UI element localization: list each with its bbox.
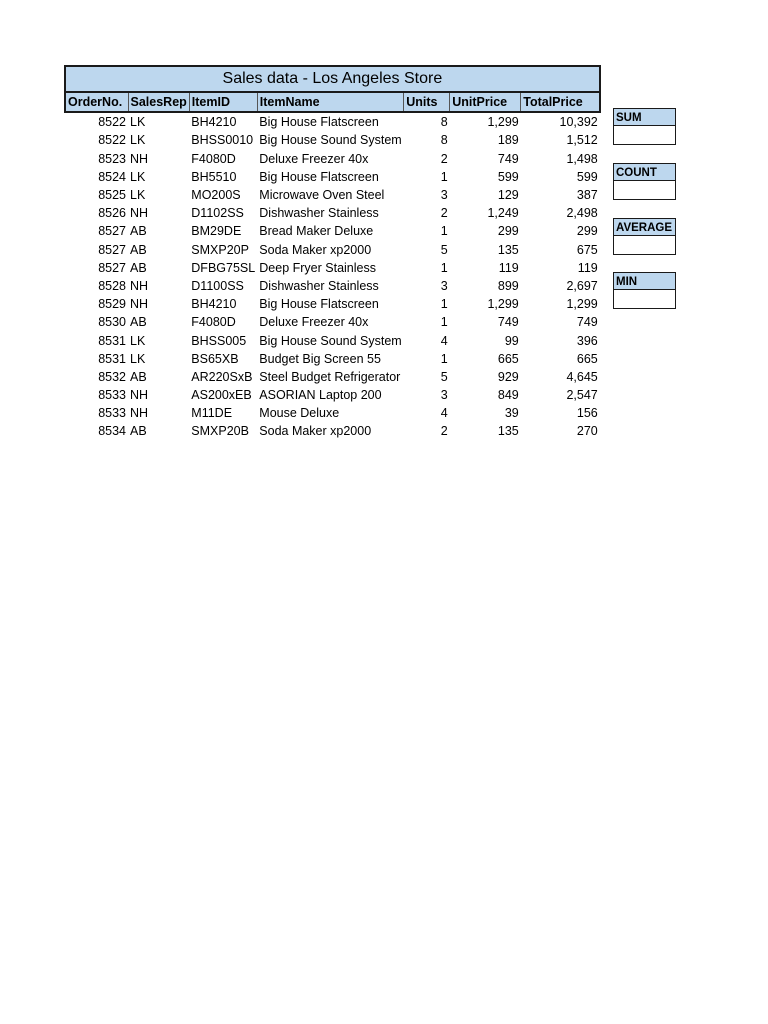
cell-itemname[interactable]: Dishwasher Stainless [259,206,379,221]
cell-salesrep[interactable]: AB [130,424,147,439]
cell-unitprice[interactable]: 749 [497,151,519,166]
cell-salesrep[interactable]: LK [130,115,146,130]
cell-itemid[interactable]: F4080D [191,151,236,166]
cell-itemname[interactable]: Big House Sound System [259,133,402,148]
column-header-itemid[interactable]: ItemID [189,92,257,112]
cell-unitprice[interactable]: 39 [504,406,519,421]
cell-orderno[interactable]: 8529 [98,297,126,312]
cell-itemid[interactable]: M11DE [191,406,233,421]
cell-orderno[interactable]: 8528 [98,278,126,293]
cell-units[interactable]: 2 [440,424,448,439]
cell-unitprice[interactable]: 665 [497,351,519,366]
stat-box-count [613,163,676,200]
stat-value-min[interactable] [613,290,676,309]
cell-itemid[interactable]: BH4210 [191,115,237,130]
table-row [65,313,600,331]
sales-table [64,65,601,441]
cell-unitprice[interactable]: 299 [497,224,519,239]
cell-units[interactable]: 1 [440,351,448,366]
cell-unitprice[interactable]: 1,299 [487,297,519,312]
cell-totalprice[interactable]: 119 [577,260,598,275]
cell-salesrep[interactable]: NH [130,406,149,421]
cell-salesrep[interactable]: AB [130,242,147,257]
cell-unitprice[interactable]: 849 [497,388,519,403]
cell-itemname[interactable]: Deep Fryer Stainless [259,260,376,275]
column-header-salesrep[interactable]: SalesRep [128,92,189,112]
cell-totalprice[interactable]: 387 [576,188,598,203]
cell-units[interactable]: 1 [440,169,448,184]
cell-units[interactable]: 5 [440,242,448,257]
stat-label-average[interactable]: AVERAGE [613,218,676,236]
table-row [65,277,600,295]
cell-itemname[interactable]: Mouse Deluxe [259,406,340,421]
cell-salesrep[interactable]: AB [130,315,147,330]
cell-itemid[interactable]: BM29DE [191,224,242,239]
cell-orderno[interactable]: 8533 [98,388,126,403]
cell-itemid[interactable]: DFBG75SL [191,260,256,275]
cell-units[interactable]: 1 [440,224,448,239]
cell-itemname[interactable]: Soda Maker xp2000 [259,424,372,439]
cell-unitprice[interactable]: 599 [497,169,519,184]
cell-salesrep[interactable]: NH [130,151,149,166]
cell-totalprice[interactable]: 599 [576,169,598,184]
cell-totalprice[interactable]: 4,645 [566,369,598,384]
cell-unitprice[interactable]: 189 [497,133,519,148]
column-header-totalprice[interactable]: TotalPrice [521,92,600,112]
column-header-orderno[interactable]: OrderNo. [65,92,128,112]
cell-itemid[interactable]: AR220SxB [191,369,253,384]
cell-totalprice[interactable]: 396 [576,333,598,348]
cell-itemname[interactable]: Microwave Oven Steel [259,188,385,203]
cell-units[interactable]: 3 [440,278,448,293]
cell-units[interactable]: 8 [440,115,448,130]
cell-orderno[interactable]: 8524 [98,169,126,184]
cell-itemid[interactable]: BHSS0010 [191,133,254,148]
table-row [65,112,600,131]
cell-itemid[interactable]: BS65XB [191,351,239,366]
cell-units[interactable]: 1 [440,297,448,312]
cell-orderno[interactable]: 8523 [98,151,126,166]
cell-salesrep[interactable]: LK [130,351,146,366]
table-row [65,131,600,149]
cell-orderno[interactable]: 8527 [98,242,126,257]
cell-orderno[interactable]: 8527 [98,224,126,239]
cell-totalprice[interactable]: 1,512 [566,133,598,148]
table-row [65,350,600,368]
cell-orderno[interactable]: 8531 [98,351,126,366]
cell-itemid[interactable]: F4080D [191,315,236,330]
table-row [65,295,600,313]
cell-itemname[interactable]: Budget Big Screen 55 [259,351,381,366]
cell-unitprice[interactable]: 749 [497,315,519,330]
cell-unitprice[interactable]: 929 [497,369,519,384]
cell-orderno[interactable]: 8522 [98,115,126,130]
column-header-itemname[interactable]: ItemName [257,92,403,112]
cell-unitprice[interactable]: 135 [497,242,519,257]
cell-units[interactable]: 2 [440,206,448,221]
cell-itemname[interactable]: Deluxe Freezer 40x [259,151,369,166]
cell-salesrep[interactable]: LK [130,169,146,184]
stat-value-sum[interactable] [613,126,676,145]
stat-box-average [613,218,676,255]
cell-units[interactable]: 5 [440,369,448,384]
column-header-unitprice[interactable]: UnitPrice [450,92,521,112]
cell-salesrep[interactable]: AB [130,369,147,384]
stat-value-count[interactable] [613,181,676,200]
cell-totalprice[interactable]: 665 [576,351,598,366]
cell-itemid[interactable]: D1102SS [191,206,244,221]
cell-orderno[interactable]: 8530 [98,315,126,330]
cell-totalprice[interactable]: 270 [576,424,598,439]
cell-totalprice[interactable]: 10,392 [559,115,598,130]
cell-itemname[interactable]: Big House Flatscreen [259,297,379,312]
cell-itemid[interactable]: AS200xEB [191,388,252,403]
cell-unitprice[interactable]: 1,249 [487,206,519,221]
cell-totalprice[interactable]: 2,547 [566,388,598,403]
stat-label-count[interactable]: COUNT [613,163,676,181]
cell-unitprice[interactable]: 119 [498,260,519,275]
cell-orderno[interactable]: 8533 [98,406,126,421]
cell-unitprice[interactable]: 899 [497,278,519,293]
table-row [65,386,600,404]
cell-totalprice[interactable]: 299 [576,224,598,239]
cell-totalprice[interactable]: 749 [576,315,598,330]
cell-itemname[interactable]: Big House Flatscreen [259,115,379,130]
cell-units[interactable]: 4 [440,406,448,421]
cell-itemid[interactable]: SMXP20B [191,424,249,439]
cell-units[interactable]: 1 [440,315,448,330]
table-row [65,368,600,386]
header-row [65,92,600,112]
cell-units[interactable]: 3 [440,388,448,403]
cell-itemname[interactable]: Bread Maker Deluxe [259,224,374,239]
cell-totalprice[interactable]: 675 [576,242,598,257]
cell-units[interactable]: 2 [440,151,448,166]
cell-orderno[interactable]: 8531 [98,333,126,348]
cell-salesrep[interactable]: AB [130,224,147,239]
table-title[interactable]: Sales data - Los Angeles Store [65,66,600,92]
table-row [65,422,600,440]
column-header-units[interactable]: Units [404,92,450,112]
table-row [65,168,600,186]
cell-orderno[interactable]: 8527 [98,260,126,275]
cell-salesrep[interactable]: NH [130,388,149,403]
cell-itemname[interactable]: Soda Maker xp2000 [259,242,372,257]
cell-units[interactable]: 3 [440,188,448,203]
table-row [65,404,600,422]
cell-itemname[interactable]: Steel Budget Refrigerator [259,369,401,384]
table-row [65,259,600,277]
table-row [65,241,600,259]
table-row [65,186,600,204]
stat-label-sum[interactable]: SUM [613,108,676,126]
cell-itemid[interactable]: MO200S [191,188,241,203]
cell-itemname[interactable]: Big House Flatscreen [259,169,379,184]
cell-totalprice[interactable]: 2,498 [566,206,598,221]
table-row [65,204,600,222]
cell-orderno[interactable]: 8534 [98,424,126,439]
cell-units[interactable]: 4 [440,333,448,348]
stat-box-sum [613,108,676,145]
cell-salesrep[interactable]: NH [130,206,149,221]
stat-box-min [613,272,676,309]
cell-salesrep[interactable]: LK [130,188,146,203]
cell-itemid[interactable]: BH5510 [191,169,237,184]
cell-units[interactable]: 8 [440,133,448,148]
cell-unitprice[interactable]: 99 [504,333,519,348]
stat-label-min[interactable]: MIN [613,272,676,290]
cell-itemid[interactable]: D1100SS [191,278,244,293]
cell-itemname[interactable]: Deluxe Freezer 40x [259,315,369,330]
cell-salesrep[interactable]: LK [130,333,146,348]
cell-salesrep[interactable]: LK [130,133,146,148]
table-row [65,150,600,168]
cell-salesrep[interactable]: NH [130,297,149,312]
cell-totalprice[interactable]: 1,498 [566,151,598,166]
cell-unitprice[interactable]: 135 [497,424,519,439]
cell-orderno[interactable]: 8525 [98,188,126,203]
cell-itemname[interactable]: Dishwasher Stainless [259,278,379,293]
cell-itemid[interactable]: BHSS005 [191,333,247,348]
stat-value-average[interactable] [613,236,676,255]
cell-totalprice[interactable]: 156 [576,406,598,421]
cell-itemid[interactable]: SMXP20P [191,242,249,257]
cell-orderno[interactable]: 8522 [98,133,126,148]
table-body [65,112,600,440]
cell-orderno[interactable]: 8532 [98,369,126,384]
cell-totalprice[interactable]: 1,299 [566,297,598,312]
cell-units[interactable]: 1 [440,260,448,275]
cell-unitprice[interactable]: 129 [497,188,519,203]
cell-itemname[interactable]: ASORIAN Laptop 200 [259,388,382,403]
cell-salesrep[interactable]: NH [130,278,149,293]
table-row [65,222,600,240]
cell-unitprice[interactable]: 1,299 [487,115,519,130]
cell-itemid[interactable]: BH4210 [191,297,237,312]
cell-orderno[interactable]: 8526 [98,206,126,221]
cell-salesrep[interactable]: AB [130,260,147,275]
table-row [65,331,600,349]
cell-itemname[interactable]: Big House Sound System [259,333,402,348]
cell-totalprice[interactable]: 2,697 [566,278,598,293]
